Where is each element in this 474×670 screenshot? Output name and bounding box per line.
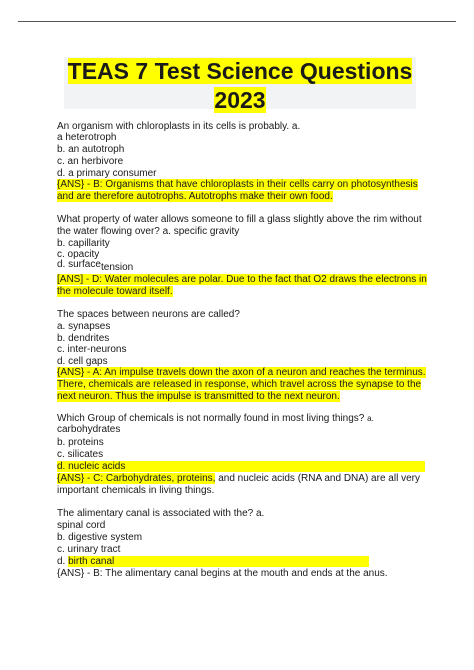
q3-option-a: a. synapses <box>57 321 111 332</box>
q5-option-d: d. birth canal <box>57 556 369 567</box>
q4-answer-line-1: {ANS} - C: Carbohydrates, proteins, and nucleic acids (RNA and DNA) are all very <box>57 473 420 484</box>
q2-option-c: c. opacity <box>57 249 100 260</box>
q4-option-c: c. silicates <box>57 449 104 460</box>
q5-option-a: spinal cord <box>57 520 106 531</box>
q1-answer-line-1: {ANS} - B: Organisms that have chloroplasts in their cells carry on photosynthesis <box>57 179 418 190</box>
q3-option-b: b. dendrites <box>57 333 110 344</box>
q1-option-d: d. a primary consumer <box>57 168 157 179</box>
q2-stem-line-2: the water flowing over? a. specific gravity <box>57 226 240 237</box>
q3-answer-line-3: next neuron. Thus the impulse is transmitted to the next neuron. <box>57 391 340 402</box>
q1-option-b: b. an autotroph <box>57 144 125 155</box>
header-rule <box>18 21 456 22</box>
q3-answer-line-1: {ANS} - A: An impulse travels down the axon of a neuron and reaches the terminus. <box>57 367 426 378</box>
q3-option-d: d. cell gaps <box>57 356 108 367</box>
q4-option-a: carbohydrates <box>57 424 121 435</box>
q4-answer-line-2: important chemicals in living things. <box>57 485 215 496</box>
q5-option-c: c. urinary tract <box>57 544 121 555</box>
q4-option-d: d. nucleic acids <box>57 461 425 472</box>
q2-option-d: d. surface <box>57 259 101 270</box>
q1-option-c: c. an herbivore <box>57 156 124 167</box>
title-line-1: TEAS 7 Test Science Questions <box>67 58 413 84</box>
q1-stem: An organism with chloroplasts in its cells is probably. a. <box>57 121 301 132</box>
q5-answer: {ANS} - B: The alimentary canal begins at the mouth and ends at the anus. <box>57 568 388 579</box>
title-line-2: 2023 <box>214 87 266 113</box>
q5-option-b: b. digestive system <box>57 532 143 543</box>
q1-option-a: a heterotroph <box>57 132 117 143</box>
q2-answer-line-1: [ANS] - D: Water molecules are polar. Due to the fact that O2 draws the electrons in <box>57 274 427 285</box>
q2-stem-line-1: What property of water allows someone to fill a glass slightly above the rim without <box>57 214 422 225</box>
page-title <box>64 57 416 115</box>
q2-option-b: b. capillarity <box>57 238 110 249</box>
q4-option-b: b. proteins <box>57 437 104 448</box>
q3-answer-line-2: There, chemicals are released in response, which travel across the synapse to the <box>57 379 422 390</box>
q3-stem: The spaces between neurons are called? <box>57 309 240 320</box>
q4-stem-tail: a. <box>367 414 374 423</box>
q3-option-c: c. inter-neurons <box>57 344 127 355</box>
q4-stem: Which Group of chemicals is not normally found in most living things? a. <box>57 413 374 424</box>
q2-option-d-tail: tension <box>101 262 134 273</box>
q2-answer-line-2: the molecule toward itself. <box>57 286 173 297</box>
q1-answer-line-2: and are therefore autotrophs. Autotrophs make their own food. <box>57 191 333 202</box>
q5-stem: The alimentary canal is associated with the? a. <box>57 508 265 519</box>
